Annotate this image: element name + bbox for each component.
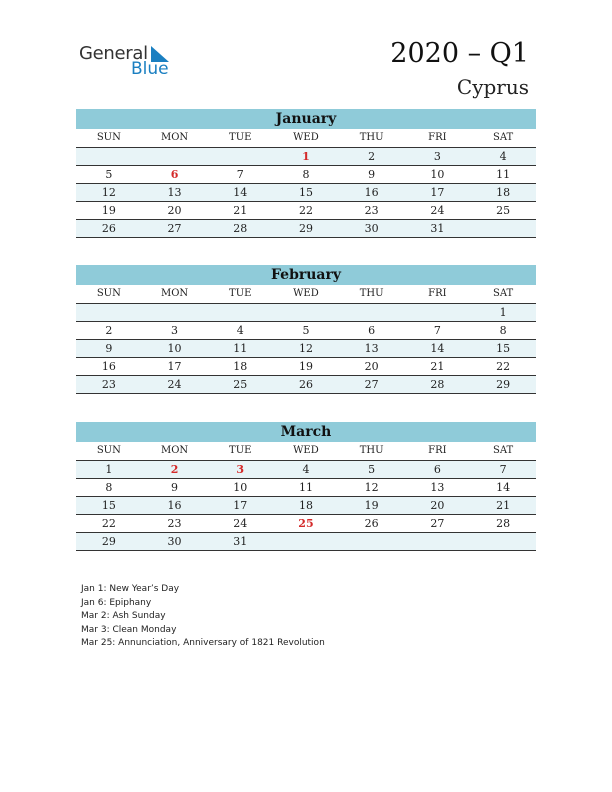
day-cell	[207, 148, 273, 166]
day-cell	[207, 304, 273, 322]
day-cell: 25	[470, 202, 536, 220]
day-cell: 8	[470, 322, 536, 340]
weekday-label: SAT	[470, 129, 536, 148]
day-cell: 27	[339, 376, 405, 394]
day-cell: 19	[339, 497, 405, 515]
day-cell: 27	[142, 220, 208, 238]
day-cell	[273, 533, 339, 551]
day-cell: 4	[273, 461, 339, 479]
week-row	[76, 322, 536, 340]
day-cell: 30	[142, 533, 208, 551]
day-cell: 14	[207, 184, 273, 202]
day-cell: 19	[76, 202, 142, 220]
day-cell: 23	[142, 515, 208, 533]
day-cell: 1	[76, 461, 142, 479]
day-cell: 3	[405, 148, 471, 166]
day-cell: 22	[470, 358, 536, 376]
day-cell	[405, 304, 471, 322]
day-cell: 1	[273, 148, 339, 166]
week-row	[76, 202, 536, 220]
weekday-label: SAT	[470, 442, 536, 461]
week-row	[76, 220, 536, 238]
day-cell: 23	[339, 202, 405, 220]
logo-text-blue: Blue	[131, 59, 169, 79]
day-cell: 11	[470, 166, 536, 184]
day-cell: 7	[405, 322, 471, 340]
day-cell: 18	[273, 497, 339, 515]
weekday-label: MON	[142, 285, 208, 304]
day-cell: 21	[470, 497, 536, 515]
country-name: Cyprus	[456, 75, 529, 99]
day-cell: 5	[339, 461, 405, 479]
month-title: January	[76, 109, 536, 129]
month-calendar-january	[76, 109, 536, 238]
day-cell: 6	[142, 166, 208, 184]
day-cell: 26	[76, 220, 142, 238]
week-row	[76, 461, 536, 479]
weekday-label: WED	[273, 442, 339, 461]
weekday-label: SUN	[76, 285, 142, 304]
day-cell: 8	[273, 166, 339, 184]
day-cell: 19	[273, 358, 339, 376]
day-cell: 16	[142, 497, 208, 515]
day-cell: 10	[405, 166, 471, 184]
week-row	[76, 479, 536, 497]
holiday-notes	[81, 583, 325, 651]
day-cell: 12	[339, 479, 405, 497]
day-cell: 2	[142, 461, 208, 479]
month-grid	[76, 129, 536, 238]
day-cell: 6	[405, 461, 471, 479]
day-cell: 25	[207, 376, 273, 394]
page-title: 2020 – Q1	[390, 38, 529, 69]
day-cell: 15	[470, 340, 536, 358]
day-cell: 10	[207, 479, 273, 497]
holiday-note: Jan 1: New Year’s Day	[81, 584, 180, 594]
day-cell: 9	[142, 479, 208, 497]
day-cell: 21	[405, 358, 471, 376]
weekday-header-row	[76, 129, 536, 148]
holiday-note: Jan 6: Epiphany	[81, 597, 152, 608]
day-cell: 15	[76, 497, 142, 515]
day-cell: 17	[405, 184, 471, 202]
day-cell	[142, 148, 208, 166]
day-cell: 29	[273, 220, 339, 238]
day-cell: 25	[273, 515, 339, 533]
day-cell: 4	[470, 148, 536, 166]
day-cell	[76, 148, 142, 166]
weekday-label: WED	[273, 129, 339, 148]
day-cell	[273, 304, 339, 322]
day-cell: 20	[405, 497, 471, 515]
day-cell: 20	[339, 358, 405, 376]
weekday-label: MON	[142, 442, 208, 461]
day-cell: 9	[339, 166, 405, 184]
day-cell: 7	[470, 461, 536, 479]
day-cell: 27	[405, 515, 471, 533]
day-cell: 5	[273, 322, 339, 340]
week-row	[76, 166, 536, 184]
holiday-note: Mar 3: Clean Monday	[81, 624, 177, 635]
day-cell	[339, 533, 405, 551]
weekday-label: THU	[339, 129, 405, 148]
weekday-label: MON	[142, 129, 208, 148]
day-cell: 12	[273, 340, 339, 358]
week-row	[76, 515, 536, 533]
day-cell: 24	[207, 515, 273, 533]
day-cell: 23	[76, 376, 142, 394]
day-cell: 3	[207, 461, 273, 479]
day-cell: 13	[142, 184, 208, 202]
month-calendar-march	[76, 422, 536, 551]
day-cell	[142, 304, 208, 322]
holiday-note: Mar 2: Ash Sunday	[81, 611, 166, 622]
weekday-header-row	[76, 285, 536, 304]
day-cell	[470, 533, 536, 551]
day-cell: 2	[76, 322, 142, 340]
day-cell: 1	[470, 304, 536, 322]
week-row	[76, 340, 536, 358]
day-cell: 24	[142, 376, 208, 394]
month-title: February	[76, 265, 536, 285]
logo-text-general: General	[79, 43, 148, 64]
brand-logo	[79, 43, 179, 79]
holiday-note: Mar 25: Annunciation, Anniversary of 1821 Revolution	[81, 638, 325, 649]
day-cell: 17	[207, 497, 273, 515]
day-cell: 17	[142, 358, 208, 376]
day-cell: 13	[339, 340, 405, 358]
day-cell: 8	[76, 479, 142, 497]
weekday-label: FRI	[405, 442, 471, 461]
day-cell: 16	[76, 358, 142, 376]
day-cell: 14	[405, 340, 471, 358]
day-cell: 26	[273, 376, 339, 394]
day-cell: 29	[76, 533, 142, 551]
day-cell	[76, 304, 142, 322]
day-cell: 28	[470, 515, 536, 533]
week-row	[76, 148, 536, 166]
day-cell: 22	[273, 202, 339, 220]
day-cell: 28	[207, 220, 273, 238]
week-row	[76, 533, 536, 551]
week-row	[76, 497, 536, 515]
weekday-label: THU	[339, 442, 405, 461]
day-cell	[405, 533, 471, 551]
month-grid	[76, 285, 536, 394]
day-cell: 5	[76, 166, 142, 184]
day-cell: 11	[207, 340, 273, 358]
weekday-label: SUN	[76, 442, 142, 461]
day-cell: 7	[207, 166, 273, 184]
week-row	[76, 358, 536, 376]
day-cell: 26	[339, 515, 405, 533]
week-row	[76, 184, 536, 202]
day-cell: 21	[207, 202, 273, 220]
weekday-label: FRI	[405, 129, 471, 148]
week-row	[76, 376, 536, 394]
day-cell	[339, 304, 405, 322]
day-cell: 20	[142, 202, 208, 220]
day-cell: 22	[76, 515, 142, 533]
day-cell: 6	[339, 322, 405, 340]
day-cell: 11	[273, 479, 339, 497]
month-calendar-february	[76, 265, 536, 394]
day-cell: 18	[470, 184, 536, 202]
day-cell: 18	[207, 358, 273, 376]
weekday-label: FRI	[405, 285, 471, 304]
day-cell: 29	[470, 376, 536, 394]
weekday-label: WED	[273, 285, 339, 304]
weekday-label: TUE	[207, 129, 273, 148]
day-cell: 2	[339, 148, 405, 166]
day-cell: 12	[76, 184, 142, 202]
weekday-label: TUE	[207, 285, 273, 304]
day-cell: 31	[207, 533, 273, 551]
day-cell: 14	[470, 479, 536, 497]
weekday-label: SAT	[470, 285, 536, 304]
day-cell: 15	[273, 184, 339, 202]
weekday-header-row	[76, 442, 536, 461]
day-cell: 16	[339, 184, 405, 202]
weekday-label: TUE	[207, 442, 273, 461]
day-cell: 13	[405, 479, 471, 497]
day-cell: 10	[142, 340, 208, 358]
day-cell	[470, 220, 536, 238]
day-cell: 28	[405, 376, 471, 394]
day-cell: 4	[207, 322, 273, 340]
day-cell: 30	[339, 220, 405, 238]
day-cell: 9	[76, 340, 142, 358]
day-cell: 24	[405, 202, 471, 220]
day-cell: 31	[405, 220, 471, 238]
weekday-label: SUN	[76, 129, 142, 148]
week-row	[76, 304, 536, 322]
month-grid	[76, 442, 536, 551]
day-cell: 3	[142, 322, 208, 340]
month-title: March	[76, 422, 536, 442]
weekday-label: THU	[339, 285, 405, 304]
